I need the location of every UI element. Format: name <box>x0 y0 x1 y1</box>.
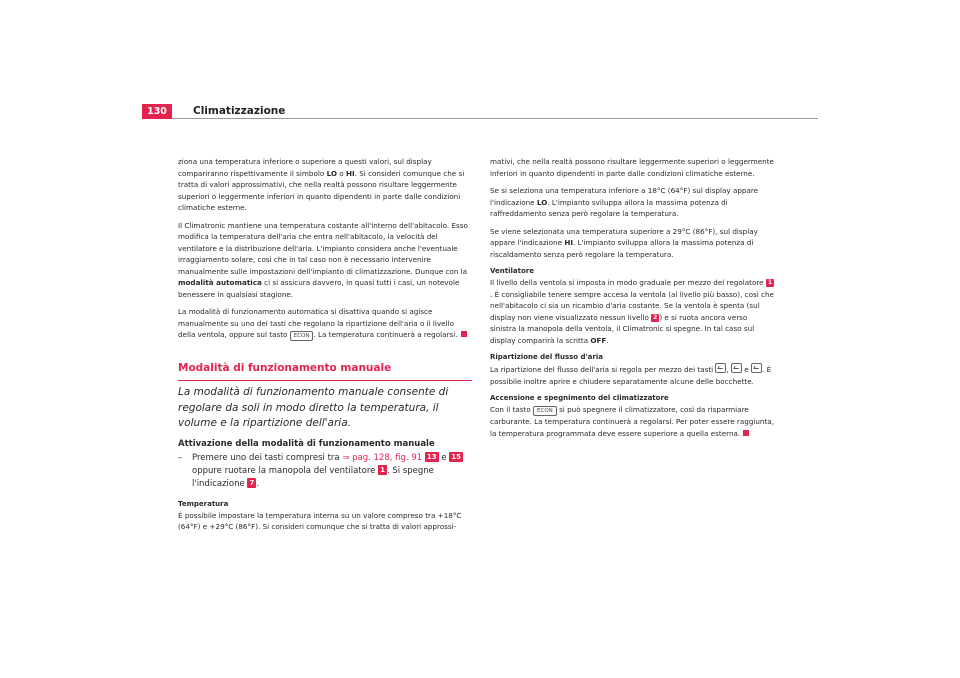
section-intro: La modalità di funzionamento manuale consente di regolare da soli in modo diretto la temperatura, il volume e la ripartizione dell'aria. <box>178 386 449 429</box>
air-distribution-upper-icon <box>715 363 726 373</box>
callout-7-icon: 7 <box>249 478 255 487</box>
paragraph-lo-hi: ziona una temperatura inferiore o superiore a questi valori, sul display compariranno rispettivamente il simbolo LO o HI. Si consideri comunque che si tratta di valori approssimativi, che nella realtà possono risultare leggermente superiori o leggermente inferiori in quanto dipendenti in parte dalle condizioni climatiche esterne. <box>178 157 465 212</box>
econ-key-icon: ECON <box>533 406 557 416</box>
callout-1-icon: 1 <box>767 279 773 286</box>
right-column <box>490 156 775 445</box>
paragraph-automatic-off: La modalità di funzionamento automatica si disattiva quando si agisce manualmente su uno dei tasti che regolano la ripartizione dell'aria o il livello della ventola, oppure sul tasto ECON . La temperatura continuerà a regolarsi. <box>178 306 472 341</box>
page-title: Climatizzazione <box>193 105 286 117</box>
callout-1-icon: 1 <box>380 465 385 474</box>
air-distribution-middle-icon <box>731 363 742 373</box>
paragraph-hi: Se viene selezionata una temperatura superiore a 29°C (86°F), sul display appare l'indicazione HI. L'impianto sviluppa allora la massima potenza di riscaldamento senza però regolare la temperatura. <box>490 226 758 259</box>
paragraph-ventilatore: Il livello della ventola si imposta in modo graduale per mezzo del regolatore 1. È consigliabile tenere sempre accesa la ventola (al livello più basso), così che nell'abitacolo ci sia un ricambio d'aria costante. Se la ventola è spenta (sul display non viene visualizzato nessun livello 2 ) e si ruota ancora verso sinistra la manopola della ventola, il Climatronic si spegne. In tal caso sul display comparirà la scritta OFF. <box>490 278 774 345</box>
temperature-heading: Temperatura <box>178 499 229 508</box>
paragraph-continued: mativi, che nella realtà possono risultare leggermente superiori o leggermente inferiori in quanto dipendenti in parte dalle condizioni climatiche esterne. <box>490 157 774 178</box>
air-distribution-lower-icon <box>751 363 762 373</box>
accensione-heading: Accensione e spegnimento del climatizzatore <box>490 394 669 402</box>
ventilatore-heading: Ventilatore <box>490 267 534 275</box>
step-text: Premere uno dei tasti compresi tra ⇒ pag. 128, fig. 91 13 e 15 oppure ruotare la manopola del ventilatore 1 . Si spegne l'indicazione 7 . <box>192 452 461 489</box>
end-of-section-icon <box>461 331 467 337</box>
step-dash: – <box>178 452 183 463</box>
ripartizione-heading: Ripartizione del flusso d'aria <box>490 353 603 361</box>
paragraph-lo: Se si seleziona una temperatura inferiore a 18°C (64°F) sul display appare l'indicazione LO. L'impianto sviluppa allora la massima potenza di raffreddamento senza però regolare la temperatura. <box>490 186 759 218</box>
callout-13-icon: 13 <box>426 452 437 461</box>
page-number: 130 <box>142 104 172 119</box>
left-column <box>178 156 472 535</box>
activation-heading: Attivazione della modalità di funzionamento manuale <box>178 438 435 449</box>
paragraph-climatronic: Il Climatronic mantiene una temperatura costante all'interno dell'abitacolo. Esso modifica la temperatura dell'aria che entra nell'abitacolo, la velocità del ventilatore e la distribuzione dell'aria. L'impianto considera anche l'eventuale irraggiamento solare, così che in tal caso non è necessario intervenire manualmente sulle impostazioni dell'impianto di climatizzazione. Dunque con la modalità automatica ci si assicura davvero, in quasi tutti i casi, un notevole benessere in qualsiasi stagione. <box>178 220 468 299</box>
temperature-text: È possibile impostare la temperatura interna su un valore compreso tra +18°C (64°F) e +29°C (86°F). Si consideri comunque che si tratta di valori approssi- <box>178 510 462 531</box>
callout-2-icon: 2 <box>653 313 658 321</box>
end-of-section-icon <box>743 430 749 436</box>
callout-15-icon: 15 <box>451 452 461 461</box>
econ-key-icon: ECON <box>290 331 314 341</box>
paragraph-ripartizione: La ripartizione del flusso dell'aria si regola per mezzo dei tasti , e . È possibile inoltre aprire e chiudere separatamente alcune delle bocchette. <box>490 365 772 386</box>
page-reference-link[interactable]: ⇒ pag. 128, fig. 91 <box>342 452 423 463</box>
header-divider <box>172 118 818 119</box>
step-item <box>178 452 472 491</box>
section-heading: Modalità di funzionamento manuale <box>178 361 472 381</box>
paragraph-accensione: Con il tasto ECON si può spegnere il climatizzatore, così da risparmiare carburante. La temperatura continuerà a regolarsi. Per poter essere raggiunta, la temperatura programmata deve essere superiore a quella esterna. <box>490 405 774 438</box>
